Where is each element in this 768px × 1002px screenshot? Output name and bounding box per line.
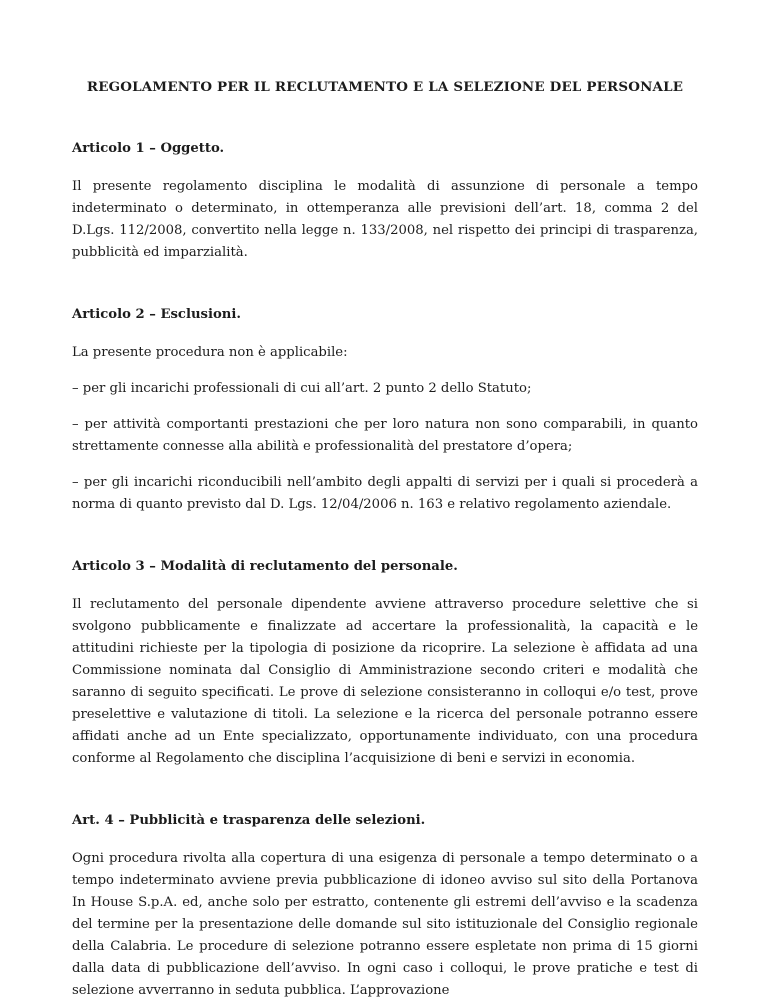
section-heading: Articolo 3 – Modalità di reclutamento del personale.: [72, 559, 458, 574]
section-art-4: [72, 810, 698, 1002]
paragraph: Ogni procedura rivolta alla copertura di una esigenza di personale a tempo determinato o a tempo indeterminato avviene previa pubblicazione di idoneo avviso sul sito della Portanova In House S.p.A. ed, anche solo per estratto, contenente gli estremi dell’avviso e la scadenza del termine per la presentazione delle domande sul sito istituzionale del Consiglio regionale della Calabria. Le procedure di selezione potranno essere espletate non prima di 15 giorni dalla data di pubblicazione dell’avviso. In ogni caso i colloqui, le prove pratiche e test di selezione avverranno in seduta pubblica. L’approvazione: [72, 851, 698, 998]
section-heading: Articolo 2 – Esclusioni.: [72, 307, 241, 322]
list-item: – per attività comportanti prestazioni che per loro natura non sono comparabili, in quanto strettamente connesse alla abilità e professionalità del prestatore d’opera;: [72, 417, 698, 454]
paragraph: Il presente regolamento disciplina le modalità di assunzione di personale a tempo indeterminato o determinato, in ottemperanza alle previsioni dell’art. 18, comma 2 del D.Lgs. 112/2008, convertito nella legge n. 133/2008, nel rispetto dei principi di trasparenza, pubblicità ed imparzialità.: [72, 179, 698, 260]
list-item: – per gli incarichi professionali di cui all’art. 2 punto 2 dello Statuto;: [72, 381, 532, 396]
section-articolo-2: [72, 304, 698, 516]
section-heading: Articolo 1 – Oggetto.: [72, 141, 225, 156]
section-articolo-1: [72, 138, 698, 264]
section-articolo-3: [72, 556, 698, 770]
list-item: – per gli incarichi riconducibili nell’ambito degli appalti di servizi per i quali si procederà a norma di quanto previsto dal D. Lgs. 12/04/2006 n. 163 e relativo regolamento aziendale.: [72, 475, 698, 512]
document-title: REGOLAMENTO PER IL RECLUTAMENTO E LA SELEZIONE DEL PERSONALE: [86, 79, 684, 95]
paragraph: La presente procedura non è applicabile:: [72, 345, 348, 360]
paragraph: Il reclutamento del personale dipendente avviene attraverso procedure selettive che si svolgono pubblicamente e finalizzate ad accertare la professionalità, la capacità e le attitudini richieste per la tipologia di posizione da ricoprire. La selezione è affidata ad una Commissione nominata dal Consiglio di Amministrazione secondo criteri e modalità che saranno di seguito specificati. Le prove di selezione consisteranno in colloqui e/o test, prove preselettive e valutazione di titoli. La selezione e la ricerca del personale potranno essere affidati anche ad un Ente specializzato, opportunamente individuato, con una procedura conforme al Regolamento che disciplina l’acquisizione di beni e servizi in economia.: [72, 597, 698, 766]
section-heading: Art. 4 – Pubblicità e trasparenza delle selezioni.: [72, 813, 426, 828]
